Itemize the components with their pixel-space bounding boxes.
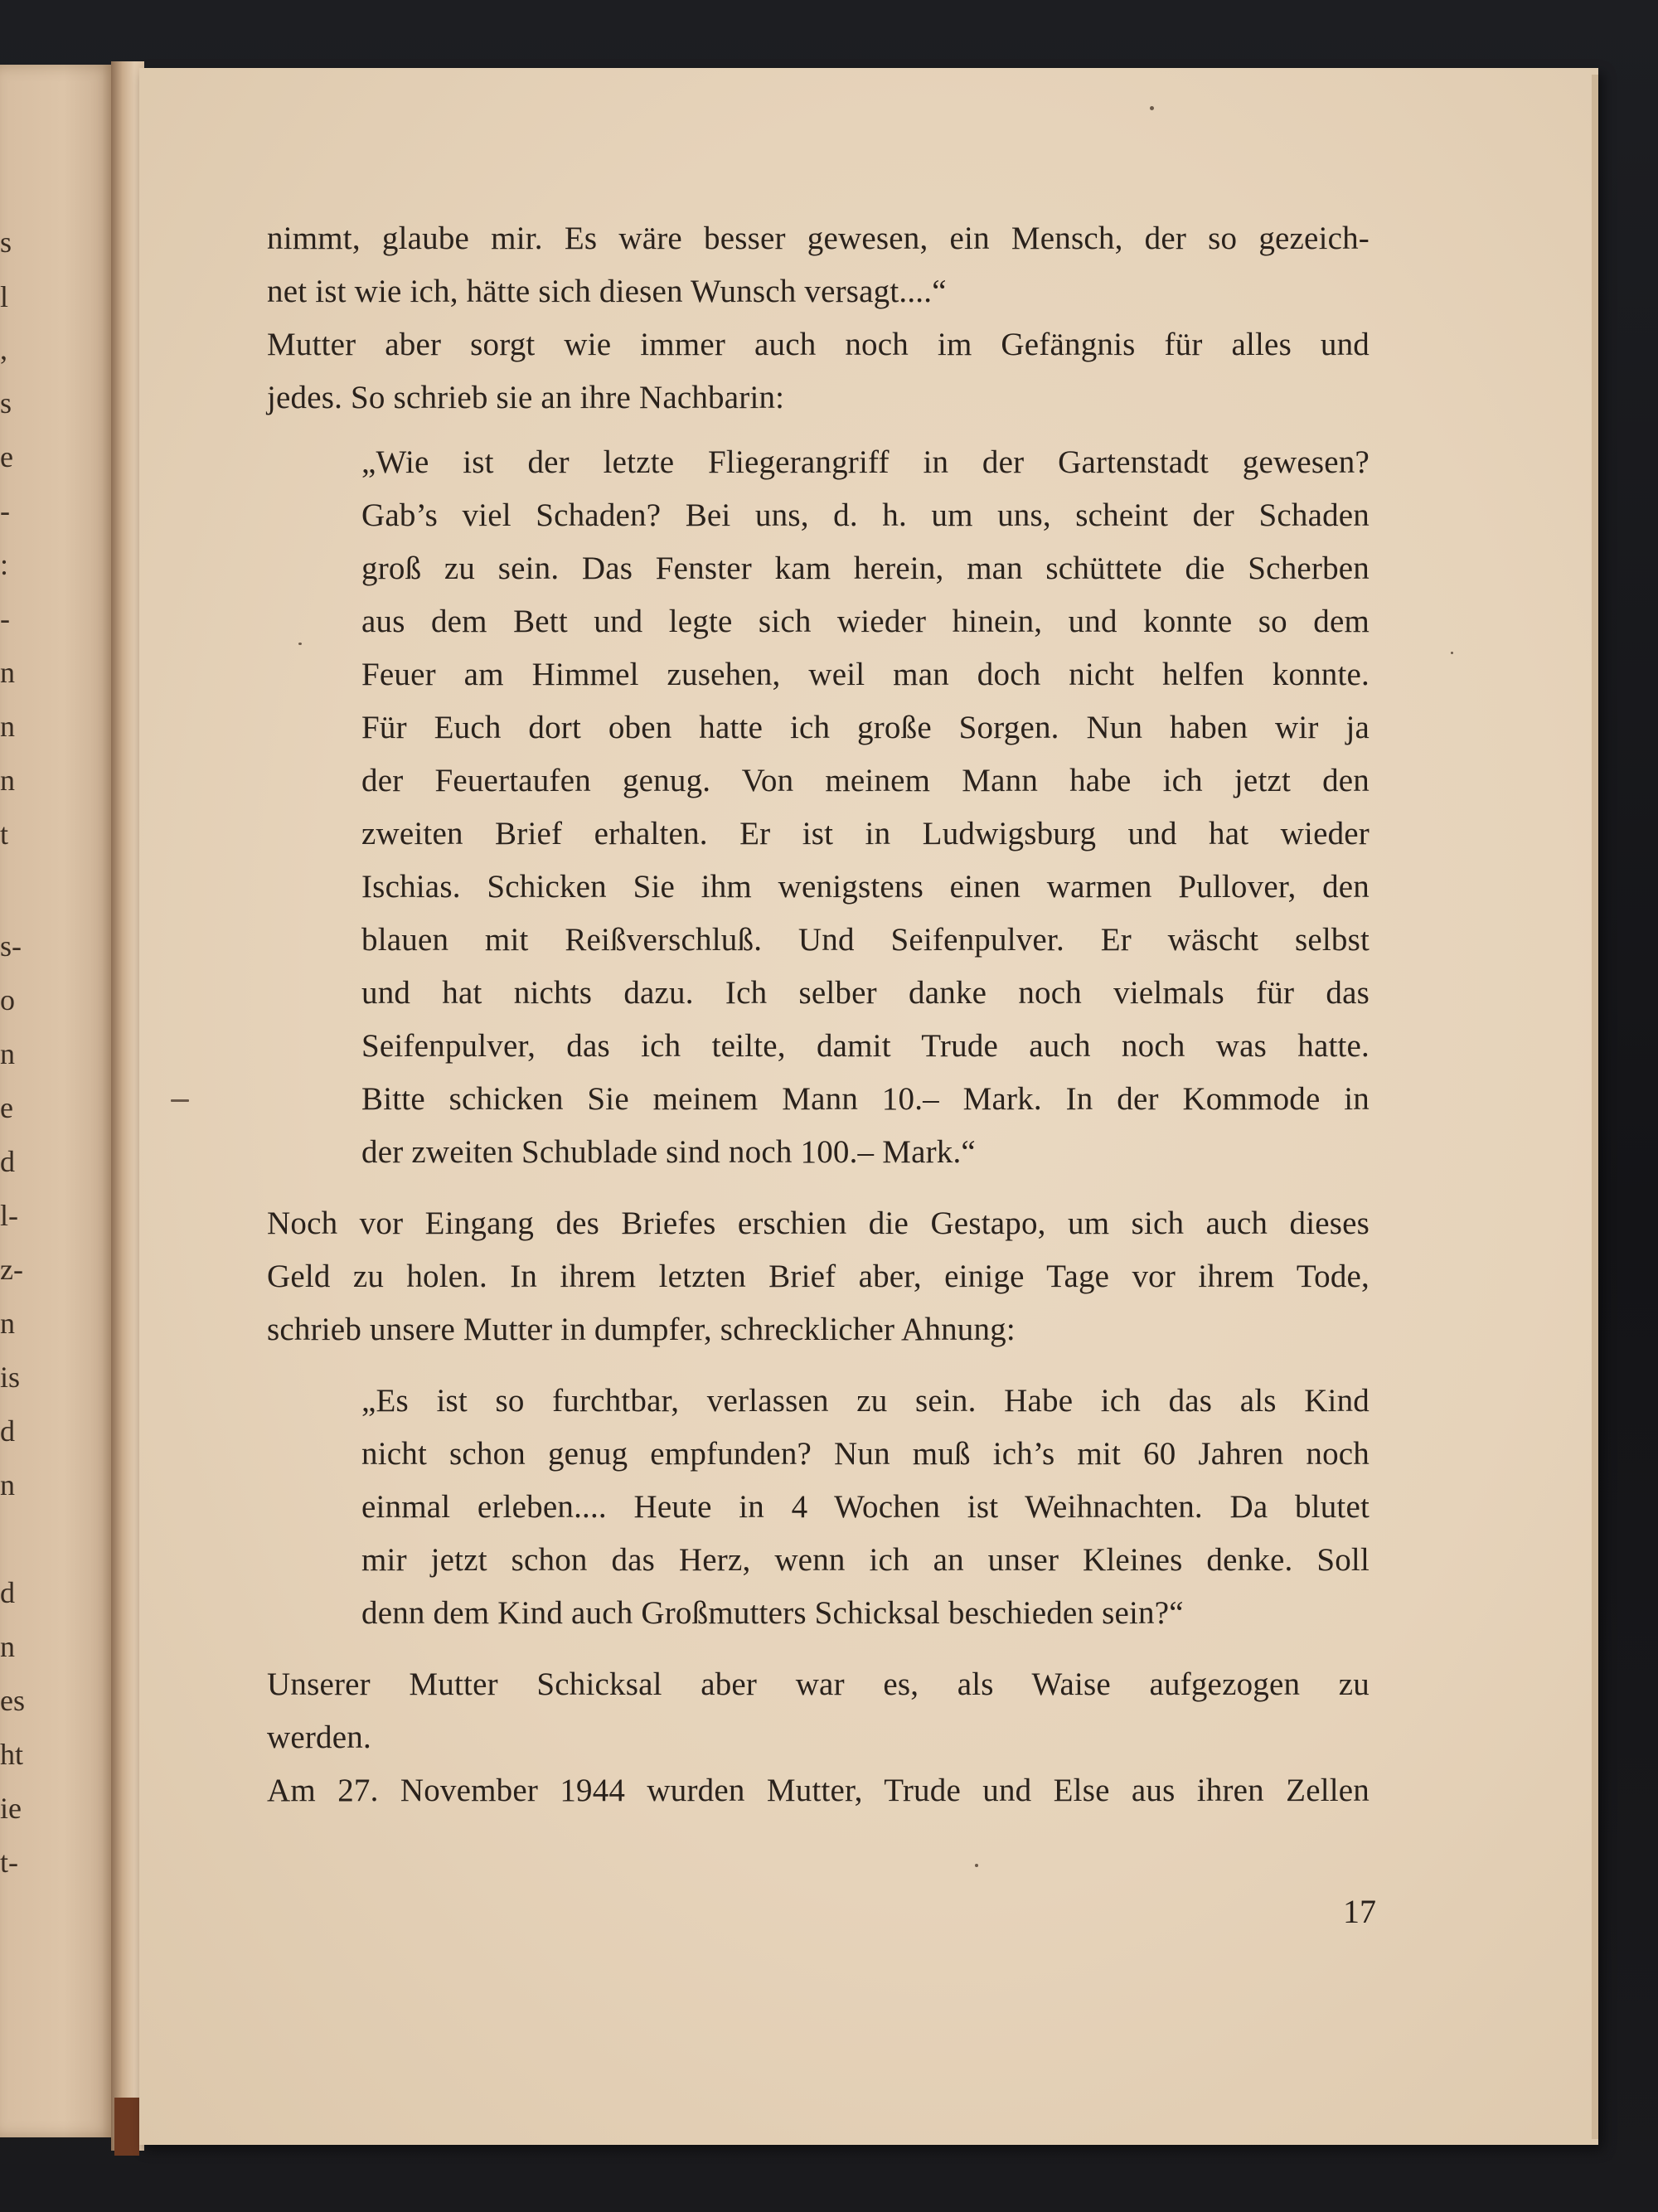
left-edge-text: n	[0, 710, 15, 743]
binding-edge	[114, 2098, 139, 2156]
paper-speck	[171, 1099, 189, 1102]
left-edge-text: z-	[0, 1253, 23, 1286]
quote-line: Bitte schicken Sie meinem Mann 10.– Mark. In der Kommode in	[361, 1081, 1370, 1117]
quote-letter-1	[267, 436, 1370, 1179]
paper-speck	[975, 1864, 978, 1867]
text-line: Unserer Mutter Schicksal aber war es, als Waise aufgezogen zu	[267, 1666, 1370, 1702]
quote-letter-2	[267, 1375, 1370, 1640]
left-edge-text: d	[0, 1576, 15, 1609]
quote-line: aus dem Bett und legte sich wieder hinein, und konnte so dem	[361, 604, 1370, 639]
left-edge-text: t	[0, 817, 9, 851]
left-edge-text: es	[0, 1684, 25, 1717]
paragraph-1	[267, 318, 1370, 424]
left-edge-text: is	[0, 1361, 21, 1394]
left-edge-text: s	[0, 386, 12, 420]
left-edge-text: n	[0, 1468, 15, 1501]
left-edge-text: e	[0, 440, 13, 473]
page-number: 17	[1343, 1893, 1376, 1930]
left-edge-text: n	[0, 1037, 15, 1070]
left-page-edge	[0, 65, 116, 2137]
text-line: Am 27. November 1944 wurden Mutter, Trude und Else aus ihren Zellen	[267, 1773, 1370, 1808]
left-edge-text: n	[0, 1630, 15, 1663]
quote-line: „Wie ist der letzte Fliegerangriff in der Gartenstadt gewesen?	[361, 444, 1370, 480]
quote-line: denn dem Kind auch Großmutters Schicksal beschieden sein?“	[361, 1595, 1184, 1631]
left-edge-text: t-	[0, 1846, 18, 1879]
text-line: schrieb unsere Mutter in dumpfer, schrecklicher Ahnung:	[267, 1312, 1016, 1347]
quote-line: einmal erleben.... Heute in 4 Wochen ist Weihnachten. Da blutet	[361, 1489, 1370, 1525]
text-line: Mutter aber sorgt wie immer auch noch im Gefängnis für alles und	[267, 327, 1370, 362]
quote-line: der zweiten Schublade sind noch 100.– Mark.“	[361, 1134, 976, 1170]
left-edge-text: -	[0, 602, 10, 635]
left-edge-text: d	[0, 1414, 15, 1448]
quote-line: Gab’s viel Schaden? Bei uns, d. h. um uns, scheint der Schaden	[361, 497, 1370, 533]
paragraph-2	[267, 1197, 1370, 1356]
quote-line: nicht schon genug empfunden? Nun muß ich’s mit 60 Jahren noch	[361, 1436, 1370, 1472]
page-edge	[1592, 75, 1598, 2139]
paper-speck	[1150, 106, 1154, 110]
left-edge-text: n	[0, 656, 15, 689]
quote-line: zweiten Brief erhalten. Er ist in Ludwigsburg und hat wieder	[361, 816, 1370, 851]
left-edge-text: ,	[0, 332, 7, 366]
text-line: Geld zu holen. In ihrem letzten Brief aber, einige Tage vor ihrem Tode,	[267, 1259, 1370, 1294]
quote-line: und hat nichts dazu. Ich selber danke noch vielmals für das	[361, 975, 1370, 1011]
left-edge-text: o	[0, 983, 15, 1016]
paragraph-3	[267, 1658, 1370, 1764]
page-text	[267, 212, 1370, 1817]
left-edge-text: :	[0, 548, 9, 581]
quote-line: blauen mit Reißverschluß. Und Seifenpulver. Er wäscht selbst	[361, 922, 1370, 958]
intro-paragraph	[267, 212, 1370, 318]
paragraph-4	[267, 1764, 1370, 1817]
left-edge-text: ht	[0, 1738, 24, 1771]
left-edge-text: -	[0, 494, 10, 527]
quote-line: groß zu sein. Das Fenster kam herein, man schüttete die Scherben	[361, 551, 1370, 586]
left-edge-text: s	[0, 226, 12, 259]
left-edge-text: d	[0, 1145, 15, 1178]
text-line: net ist wie ich, hätte sich diesen Wunsch versagt....“	[267, 274, 947, 309]
left-edge-text: e	[0, 1091, 13, 1124]
text-line: werden.	[267, 1720, 371, 1755]
paper-speck	[1451, 652, 1453, 654]
text-line: jedes. So schrieb sie an ihre Nachbarin:	[267, 380, 785, 415]
quote-line: mir jetzt schon das Herz, wenn ich an unser Kleines denke. Soll	[361, 1542, 1370, 1578]
quote-line: Für Euch dort oben hatte ich große Sorgen. Nun haben wir ja	[361, 710, 1370, 745]
left-edge-text: l	[0, 280, 9, 313]
quote-line: Seifenpulver, das ich teilte, damit Trude auch noch was hatte.	[361, 1028, 1370, 1064]
text-line: Noch vor Eingang des Briefes erschien die Gestapo, um sich auch dieses	[267, 1205, 1370, 1241]
left-edge-text: ie	[0, 1792, 22, 1825]
left-edge-text: n	[0, 1307, 15, 1340]
quote-line: „Es ist so furchtbar, verlassen zu sein. Habe ich das als Kind	[361, 1383, 1370, 1419]
text-line: nimmt, glaube mir. Es wäre besser gewesen, ein Mensch, der so gezeich-	[267, 221, 1370, 256]
quote-line: Ischias. Schicken Sie ihm wenigstens einen warmen Pullover, den	[361, 869, 1370, 905]
quote-line: Feuer am Himmel zusehen, weil man doch nicht helfen konnte.	[361, 657, 1370, 692]
left-edge-text: s-	[0, 929, 22, 963]
left-edge-text: l-	[0, 1199, 18, 1232]
left-edge-text: n	[0, 764, 15, 797]
quote-line: der Feuertaufen genug. Von meinem Mann habe ich jetzt den	[361, 763, 1370, 798]
